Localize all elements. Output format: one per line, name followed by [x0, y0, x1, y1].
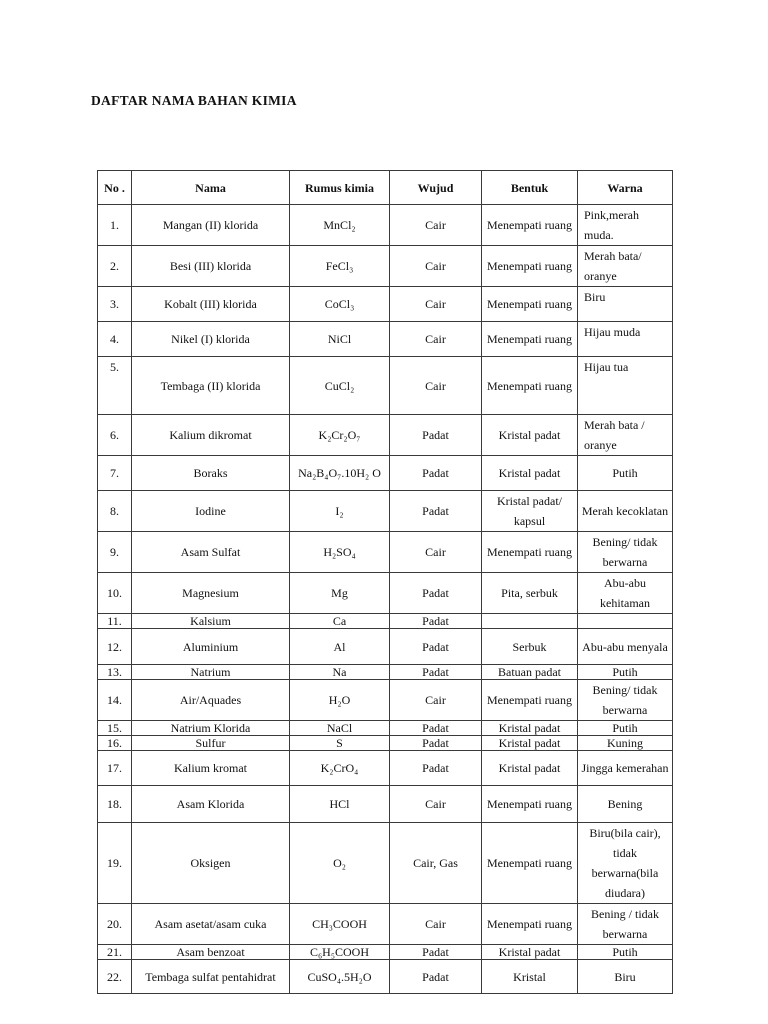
cell-warna: Jingga kemerahan — [578, 751, 673, 786]
cell-rumus: C₆H₅COOH — [290, 945, 390, 960]
cell-warna: Bening/ tidak berwarna — [578, 532, 673, 573]
cell-nama: Tembaga (II) klorida — [132, 357, 290, 415]
cell-bentuk: Menempati ruang — [482, 246, 578, 287]
header-no: No . — [98, 171, 132, 205]
cell-wujud: Padat — [390, 456, 482, 491]
cell-wujud: Cair — [390, 246, 482, 287]
cell-no: 19. — [98, 823, 132, 904]
cell-rumus: Na — [290, 665, 390, 680]
table-row — [98, 322, 673, 357]
cell-no: 9. — [98, 532, 132, 573]
cell-nama: Kalium kromat — [132, 751, 290, 786]
table-row — [98, 246, 673, 287]
cell-rumus: I₂ — [290, 491, 390, 532]
cell-rumus: FeCl₃ — [290, 246, 390, 287]
table-row — [98, 904, 673, 945]
cell-wujud: Padat — [390, 629, 482, 665]
cell-no: 21. — [98, 945, 132, 960]
table-row — [98, 823, 673, 904]
cell-rumus: Mg — [290, 573, 390, 614]
cell-no: 22. — [98, 960, 132, 994]
cell-bentuk: Menempati ruang — [482, 322, 578, 357]
cell-nama: Kalsium — [132, 614, 290, 629]
cell-rumus: H₂O — [290, 680, 390, 721]
table-row — [98, 786, 673, 823]
table-row — [98, 751, 673, 786]
cell-nama: Magnesium — [132, 573, 290, 614]
cell-warna — [578, 614, 673, 629]
cell-bentuk: Menempati ruang — [482, 680, 578, 721]
cell-warna: Bening/ tidak berwarna — [578, 680, 673, 721]
cell-warna: Biru(bila cair), tidak berwarna(bila diudara) — [578, 823, 673, 904]
cell-warna: Biru — [578, 287, 673, 322]
cell-bentuk: Kristal padat — [482, 721, 578, 736]
cell-wujud: Padat — [390, 751, 482, 786]
table-row — [98, 614, 673, 629]
cell-nama: Asam Klorida — [132, 786, 290, 823]
cell-nama: Kobalt (III) klorida — [132, 287, 290, 322]
cell-no: 11. — [98, 614, 132, 629]
cell-rumus: CuSO₄.5H₂O — [290, 960, 390, 994]
cell-bentuk: Kristal — [482, 960, 578, 994]
cell-rumus: CoCl₃ — [290, 287, 390, 322]
cell-rumus: K₂Cr₂O₇ — [290, 415, 390, 456]
cell-wujud: Cair — [390, 287, 482, 322]
cell-rumus: HCl — [290, 786, 390, 823]
cell-no: 12. — [98, 629, 132, 665]
cell-warna: Merah bata / oranye — [578, 415, 673, 456]
cell-no: 5. — [98, 357, 132, 415]
cell-nama: Tembaga sulfat pentahidrat — [132, 960, 290, 994]
cell-no: 18. — [98, 786, 132, 823]
cell-warna: Abu-abu menyala — [578, 629, 673, 665]
cell-nama: Sulfur — [132, 736, 290, 751]
cell-wujud: Cair — [390, 532, 482, 573]
cell-wujud: Cair — [390, 322, 482, 357]
table-row — [98, 205, 673, 246]
cell-warna: Putih — [578, 665, 673, 680]
cell-bentuk: Menempati ruang — [482, 786, 578, 823]
cell-nama: Besi (III) klorida — [132, 246, 290, 287]
cell-no: 2. — [98, 246, 132, 287]
cell-rumus: S — [290, 736, 390, 751]
cell-bentuk: Menempati ruang — [482, 287, 578, 322]
cell-warna: Merah bata/ oranye — [578, 246, 673, 287]
cell-rumus: NiCl — [290, 322, 390, 357]
cell-no: 16. — [98, 736, 132, 751]
cell-nama: Air/Aquades — [132, 680, 290, 721]
header-bentuk: Bentuk — [482, 171, 578, 205]
cell-nama: Iodine — [132, 491, 290, 532]
cell-warna: Abu-abu kehitaman — [578, 573, 673, 614]
cell-nama: Mangan (II) klorida — [132, 205, 290, 246]
cell-wujud: Padat — [390, 736, 482, 751]
cell-wujud: Cair — [390, 786, 482, 823]
cell-bentuk: Menempati ruang — [482, 205, 578, 246]
cell-wujud: Padat — [390, 945, 482, 960]
cell-no: 20. — [98, 904, 132, 945]
cell-bentuk: Menempati ruang — [482, 357, 578, 415]
cell-warna: Putih — [578, 456, 673, 491]
cell-rumus: Ca — [290, 614, 390, 629]
cell-rumus: CH₃COOH — [290, 904, 390, 945]
cell-warna: Hijau muda — [578, 322, 673, 357]
cell-bentuk: Menempati ruang — [482, 904, 578, 945]
cell-bentuk: Menempati ruang — [482, 532, 578, 573]
cell-wujud: Padat — [390, 721, 482, 736]
cell-no: 14. — [98, 680, 132, 721]
table-row — [98, 357, 673, 415]
cell-no: 6. — [98, 415, 132, 456]
chemical-table — [97, 170, 673, 994]
cell-wujud: Cair — [390, 904, 482, 945]
cell-no: 13. — [98, 665, 132, 680]
cell-bentuk: Menempati ruang — [482, 823, 578, 904]
table-row — [98, 287, 673, 322]
cell-rumus: CuCl₂ — [290, 357, 390, 415]
cell-nama: Boraks — [132, 456, 290, 491]
cell-no: 8. — [98, 491, 132, 532]
table-row — [98, 532, 673, 573]
header-wujud: Wujud — [390, 171, 482, 205]
cell-no: 4. — [98, 322, 132, 357]
cell-warna: Bening / tidak berwarna — [578, 904, 673, 945]
table-row — [98, 721, 673, 736]
cell-warna: Pink,merah muda. — [578, 205, 673, 246]
cell-no: 15. — [98, 721, 132, 736]
cell-bentuk: Serbuk — [482, 629, 578, 665]
cell-rumus: NaCl — [290, 721, 390, 736]
table-row — [98, 456, 673, 491]
cell-nama: Natrium — [132, 665, 290, 680]
cell-warna: Putih — [578, 721, 673, 736]
cell-no: 3. — [98, 287, 132, 322]
table-header-row — [98, 171, 673, 205]
header-rumus: Rumus kimia — [290, 171, 390, 205]
cell-bentuk: Kristal padat — [482, 751, 578, 786]
cell-warna: Kuning — [578, 736, 673, 751]
cell-no: 7. — [98, 456, 132, 491]
cell-bentuk: Kristal padat/ kapsul — [482, 491, 578, 532]
cell-warna: Merah kecoklatan — [578, 491, 673, 532]
table-row — [98, 629, 673, 665]
cell-warna: Biru — [578, 960, 673, 994]
cell-rumus: MnCl₂ — [290, 205, 390, 246]
cell-bentuk: Kristal padat — [482, 456, 578, 491]
cell-nama: Oksigen — [132, 823, 290, 904]
header-warna: Warna — [578, 171, 673, 205]
table-row — [98, 945, 673, 960]
cell-wujud: Cair — [390, 680, 482, 721]
table-row — [98, 665, 673, 680]
header-nama: Nama — [132, 171, 290, 205]
cell-warna: Hijau tua — [578, 357, 673, 415]
table-row — [98, 680, 673, 721]
table-row — [98, 960, 673, 994]
cell-bentuk: Batuan padat — [482, 665, 578, 680]
table-row — [98, 573, 673, 614]
cell-nama: Asam Sulfat — [132, 532, 290, 573]
cell-wujud: Padat — [390, 960, 482, 994]
cell-wujud: Padat — [390, 415, 482, 456]
cell-warna: Putih — [578, 945, 673, 960]
table-row — [98, 736, 673, 751]
cell-nama: Nikel (I) klorida — [132, 322, 290, 357]
cell-warna: Bening — [578, 786, 673, 823]
cell-nama: Asam asetat/asam cuka — [132, 904, 290, 945]
cell-rumus: H₂SO₄ — [290, 532, 390, 573]
document-title: DAFTAR NAMA BAHAN KIMIA — [91, 93, 297, 108]
cell-wujud: Cair, Gas — [390, 823, 482, 904]
cell-nama: Aluminium — [132, 629, 290, 665]
cell-no: 17. — [98, 751, 132, 786]
cell-wujud: Padat — [390, 665, 482, 680]
cell-wujud: Padat — [390, 491, 482, 532]
cell-bentuk — [482, 614, 578, 629]
cell-bentuk: Kristal padat — [482, 736, 578, 751]
cell-nama: Natrium Klorida — [132, 721, 290, 736]
cell-bentuk: Kristal padat — [482, 415, 578, 456]
cell-rumus: Na₂B₄O₇.10H₂ O — [290, 456, 390, 491]
cell-wujud: Padat — [390, 614, 482, 629]
cell-no: 1. — [98, 205, 132, 246]
cell-wujud: Cair — [390, 205, 482, 246]
cell-wujud: Padat — [390, 573, 482, 614]
cell-bentuk: Pita, serbuk — [482, 573, 578, 614]
cell-no: 10. — [98, 573, 132, 614]
cell-rumus: K₂CrO₄ — [290, 751, 390, 786]
table-row — [98, 491, 673, 532]
cell-wujud: Cair — [390, 357, 482, 415]
cell-bentuk: Kristal padat — [482, 945, 578, 960]
cell-rumus: Al — [290, 629, 390, 665]
cell-nama: Kalium dikromat — [132, 415, 290, 456]
cell-rumus: O₂ — [290, 823, 390, 904]
table-row — [98, 415, 673, 456]
cell-nama: Asam benzoat — [132, 945, 290, 960]
